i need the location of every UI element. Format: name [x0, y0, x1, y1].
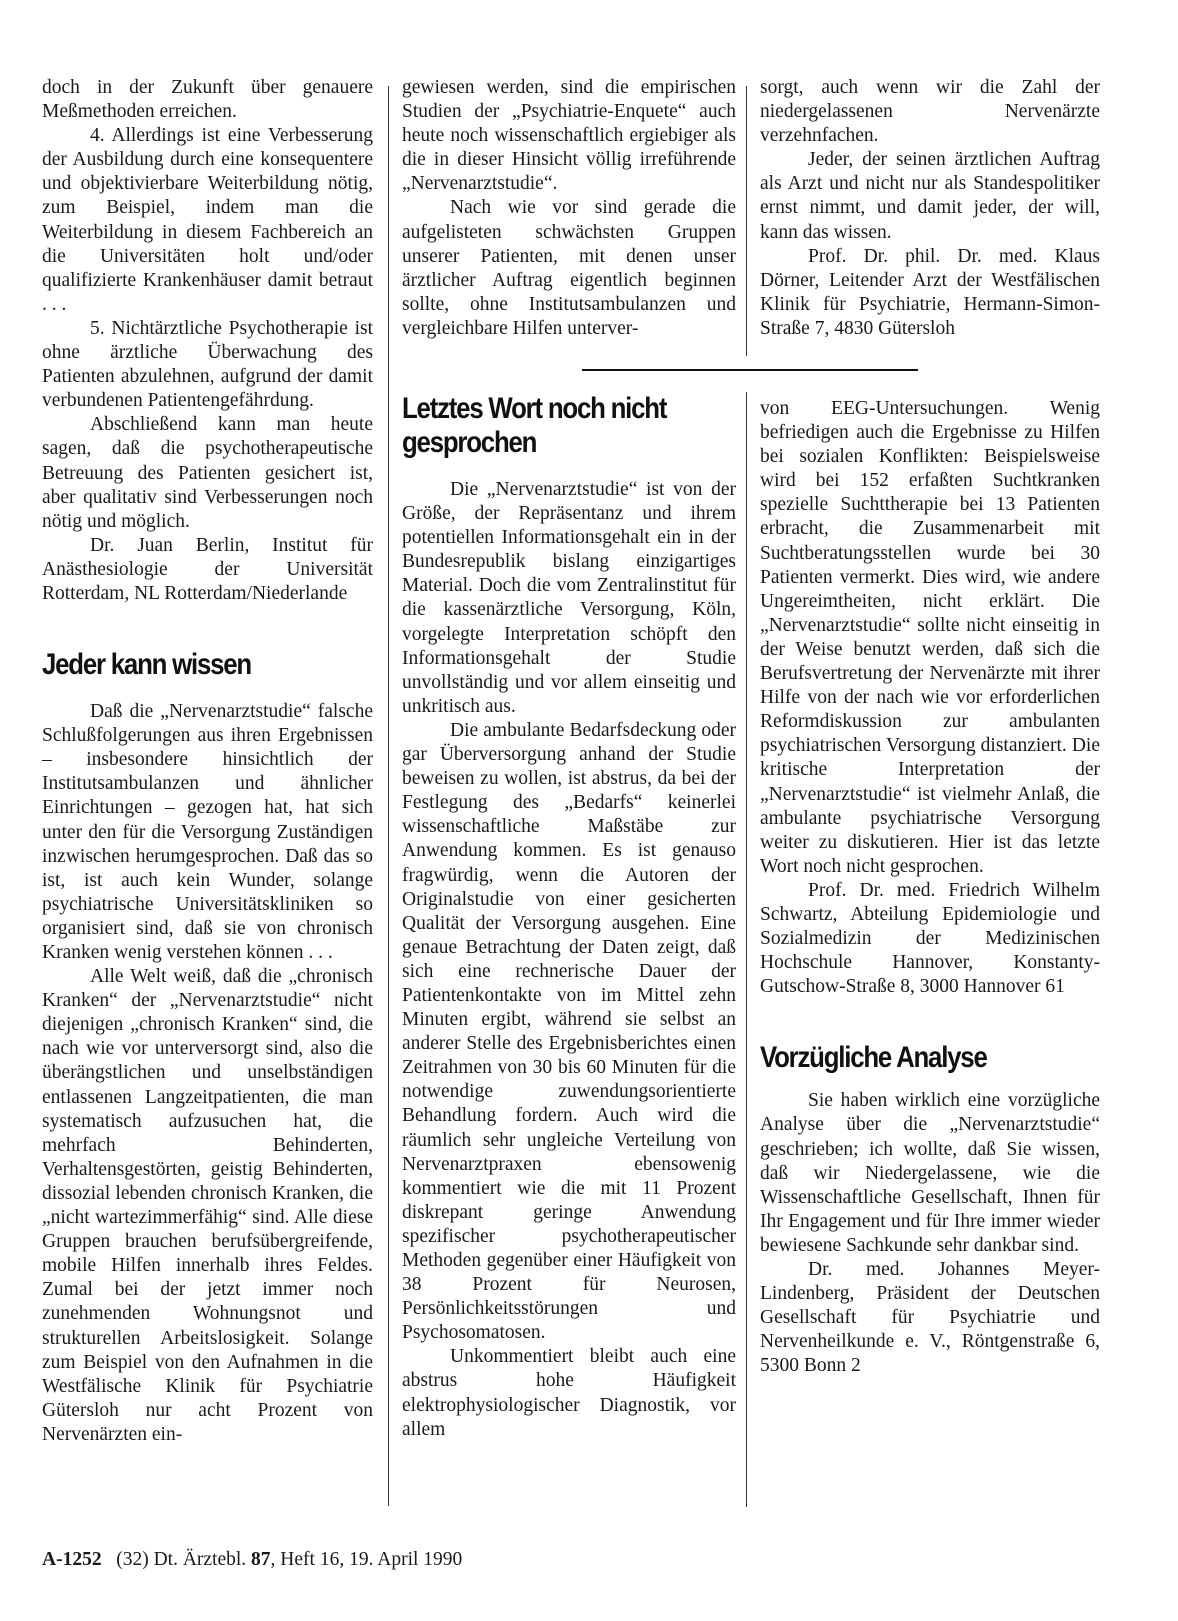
- paragraph: 4. Allerdings ist eine Verbesserung der Ausbildung durch eine konsequentere und objektivierbare Weiterbildung nötig, zum Beispiel, indem man die Weiterbildung in diesem Fachbereich an die Universitäten holt und/oder qualifizierte Krankenhäuser damit betraut . . .: [42, 125, 373, 315]
- paragraph: 5. Nichtärztliche Psychotherapie ist ohne ärztliche Überwachung des Patienten abzulehnen, aufgrund der damit verbundenen Patientengefährdung.: [42, 317, 373, 412]
- paragraph: Unkommentiert bleibt auch eine abstrus hohe Häufigkeit elektrophysiologischer Diagnostik, vor allem: [402, 1346, 736, 1440]
- volume-number: 87: [251, 1549, 271, 1570]
- column-rule: [388, 86, 389, 1506]
- letter-heading: Vorzügliche Analyse: [760, 1041, 987, 1075]
- column-rule: [746, 392, 747, 1507]
- column-3-continued: [760, 397, 1100, 1378]
- issue-date: , Heft 16, 19. April 1990: [270, 1549, 463, 1570]
- letter-heading: Letztes Wort noch nicht: [402, 392, 667, 425]
- column-2-continued: [402, 392, 736, 1442]
- page-footer: [42, 1549, 462, 1571]
- author-signature: Prof. Dr. phil. Dr. med. Klaus Dörner, Leitender Arzt der Westfälischen Klinik für Psychiatrie, Hermann-Simon-Straße 7, 4830 Gütersloh: [760, 245, 1100, 339]
- paragraph: Jeder, der seinen ärztlichen Auftrag als Arzt und nicht nur als Standespolitiker ernst nimmt, und damit jeder, der will, kann das wissen.: [760, 149, 1100, 243]
- column-3: [760, 76, 1100, 341]
- paragraph: doch in der Zukunft über genauere Meßmethoden erreichen.: [42, 77, 373, 123]
- paragraph: Sie haben wirklich eine vorzügliche Analyse über die „Nervenarztstudie“ geschrieben; ich wollte, daß Sie wissen, daß wir Niedergelassene, wie die Wissenschaftliche Gesellschaft, Ihnen für Ihr Engagement und für Ihre immer wieder bewiesene Sachkunde sehr dankbar sind.: [760, 1090, 1100, 1256]
- paragraph: Daß die „Nervenarztstudie“ falsche Schlußfolgerungen aus ihren Ergebnissen – insbesondere hinsichtlich der Institutsambulanzen und ähnlicher Einrichtungen – gezogen hat, hat sich unter den für die Versorgung Zuständigen inzwischen herumgesprochen. Daß das so ist, ist auch kein Wunder, solange psychiatrische Universitätskliniken so organisiert sind, daß sie von chronisch Kranken wenig verstehen können . . .: [42, 701, 373, 963]
- letter-heading: Jeder kann wissen: [42, 648, 251, 682]
- page-number: A-1252: [42, 1549, 102, 1570]
- author-signature: Dr. Juan Berlin, Institut für Anästhesiologie der Universität Rotterdam, NL Rotterdam/Niederlande: [42, 534, 373, 604]
- paragraph: sorgt, auch wenn wir die Zahl der niedergelassenen Nervenärzte verzehnfachen.: [760, 77, 1100, 147]
- paragraph: Nach wie vor sind gerade die aufgelisteten schwächsten Gruppen unserer Patienten, mit denen unser ärztlicher Auftrag eigentlich beginnen sollte, ohne Institutsambulanzen und vergleichbare Hilfen unterver-: [402, 197, 736, 339]
- author-signature: Prof. Dr. med. Friedrich Wilhelm Schwartz, Abteilung Epidemiologie und Sozialmedizin der Medizinischen Hochschule Hannover, Konstanty-Gutschow-Straße 8, 3000 Hannover 61: [760, 879, 1100, 998]
- paragraph: von EEG-Untersuchungen. Wenig befriedigen auch die Ergebnisse zu Hilfen bei sozialen Konflikten: Beispielsweise wird bei 152 erfaßten Suchtkranken spezielle Suchttherapie bei 13 Patienten erbracht, die Zusammenarbeit mit Suchtberatungsstellen wurde bei 30 Patienten vermerkt. Dies wird, wie andere Ungereimtheiten, nicht erklärt. Die „Nervenarztstudie“ sollte nicht einseitig in der Weise benutzt werden, daß sich die Berufsvertretung der Nervenärzte mit ihrer Hilfe von der nach wie vor erforderlichen Reformdiskussion zur ambulanten psychiatrischen Versorgung distanziert. Die kritische Interpretation der „Nervenarztstudie“ ist vielmehr Anlaß, die ambulante psychiatrische Versorgung weiter zu diskutieren. Hier ist das letzte Wort noch nicht gesprochen.: [760, 398, 1100, 877]
- letter-heading-line-2: gesprochen: [402, 426, 537, 459]
- section-divider: [582, 369, 918, 371]
- column-2: [402, 76, 736, 341]
- citation: (32) Dt. Ärztebl.: [116, 1549, 247, 1570]
- column-1: [42, 76, 373, 1447]
- paragraph: Abschließend kann man heute sagen, daß die psychotherapeutische Betreuung des Patienten gesichert ist, aber qualitativ sind Verbesserungen noch nötig und möglich.: [42, 414, 373, 532]
- paragraph: Die „Nervenarztstudie“ ist von der Größe, der Repräsentanz und ihrem potentiellen Informationsgehalt ein in der Bundesrepublik bislang einzigartiges Material. Doch die vom Zentralinstitut für die kassenärztliche Versorgung, Köln, vorgelegte Interpretation schöpft den Informationsgehalt der Studie unvollständig und vor allem einseitig und unkritisch aus.: [402, 479, 736, 717]
- author-signature: Dr. med. Johannes Meyer-Lindenberg, Präsident der Deutschen Gesellschaft für Psychiatrie und Nervenheilkunde e. V., Röntgenstraße 6, 5300 Bonn 2: [760, 1259, 1100, 1377]
- paragraph: Alle Welt weiß, daß die „chronisch Kranken“ der „Nervenarztstudie“ nicht diejenigen „chronisch Kranken“ sind, die nach wie vor unterversorgt sind, also die überängstlichen und unselbständigen entlassenen Langzeitpatienten, die man systematisch aufzusuchen hat, die mehrfach Behinderten, Verhaltensgestörten, geistig Behinderten, dissozial lebenden chronisch Kranken, die „nicht wartezimmerfähig“ sind. Alle diese Gruppen brauchen berufsübergreifende, mobile Hilfen innerhalb ihres Feldes. Zumal bei der jetzt immer noch zunehmenden Wohnungsnot und strukturellen Arbeitslosigkeit. Solange zum Beispiel von den Aufnahmen in die Westfälische Klinik für Psychiatrie Gütersloh nur acht Prozent von Nervenärzten ein-: [42, 966, 373, 1445]
- column-rule: [746, 86, 747, 356]
- paragraph: gewiesen werden, sind die empirischen Studien der „Psychiatrie-Enquete“ auch heute noch wissenschaftlich ergiebiger als die in dieser Hinsicht völlig irreführende „Nervenarztstudie“.: [402, 77, 736, 195]
- paragraph: Die ambulante Bedarfsdeckung oder gar Überversorgung anhand der Studie beweisen zu wollen, ist abstrus, da bei der Festlegung des „Bedarfs“ keinerlei wissenschaftliche Maßstäbe zur Anwendung kommen. Es ist genauso fragwürdig, wenn die Autoren der Originalstudie von einer gesicherten Qualität der Versorgung ausgehen. Eine genaue Betrachtung der Daten zeigt, daß sich eine rechnerische Dauer der Patientenkontakte von im Mittel zehn Minuten ergibt, während sie selbst an anderer Stelle des Ergebnisberichtes einen Zeitrahmen von 30 bis 60 Minuten für die notwendige zuwendungsorientierte Behandlung fordern. Auch wird die räumlich sehr ungleiche Verteilung von Nervenarztpraxen ebensowenig kommentiert wie die mit 11 Prozent diskrepant geringe Anwendung spezifischer psychotherapeutischer Methoden gegenüber einer Häufigkeit von 38 Prozent für Neurosen, Persönlichkeitsstörungen und Psychosomatosen.: [402, 719, 736, 1344]
